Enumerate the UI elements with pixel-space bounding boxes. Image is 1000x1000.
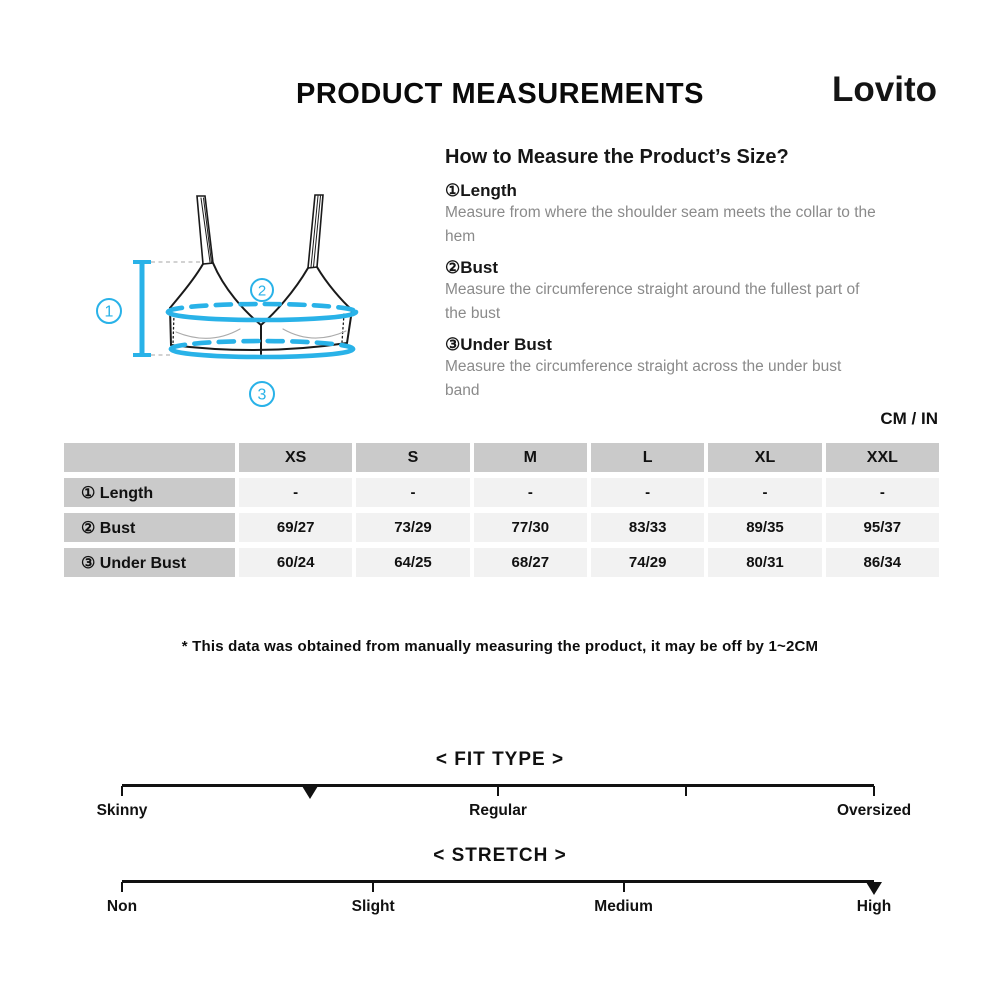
page-title: PRODUCT MEASUREMENTS bbox=[296, 78, 704, 110]
scale-tick bbox=[685, 786, 687, 796]
instructions-heading: How to Measure the Product’s Size? bbox=[445, 146, 789, 168]
instruction-label: ③Under Bust bbox=[445, 335, 552, 354]
units-label: CM / IN bbox=[880, 409, 938, 428]
callout-3 bbox=[250, 382, 274, 406]
table-value: 60/24 bbox=[239, 548, 352, 577]
stretch-scale bbox=[0, 845, 1000, 918]
scale-marker-triangle bbox=[866, 882, 882, 895]
callout-3-number: 3 bbox=[257, 386, 267, 404]
table-row-label-under-bust: ③ Under Bust bbox=[64, 548, 235, 577]
table-value: 74/29 bbox=[591, 548, 704, 577]
scale-label: Regular bbox=[469, 802, 527, 819]
measure-instructions bbox=[445, 146, 925, 403]
measurement-disclaimer: * This data was obtained from manually measuring the product, it may be off by 1~2CM bbox=[181, 638, 819, 655]
table-value: 86/34 bbox=[826, 548, 939, 577]
table-row-label-bust: ② Bust bbox=[64, 513, 235, 542]
instruction-item-length bbox=[445, 181, 925, 249]
table-value: 80/31 bbox=[708, 548, 821, 577]
table-value: 83/33 bbox=[591, 513, 704, 542]
table-value: - bbox=[591, 478, 704, 507]
instruction-description: Measure the circumference straight across the under bust band bbox=[445, 358, 842, 399]
scale-label: Medium bbox=[594, 898, 653, 915]
scale-labels bbox=[96, 802, 912, 822]
scale-tick bbox=[121, 786, 123, 796]
table-col-header-l: L bbox=[591, 443, 704, 472]
table-row-label-length: ① Length bbox=[64, 478, 235, 507]
table-corner-cell bbox=[64, 443, 235, 472]
bra-outline bbox=[170, 195, 352, 354]
instruction-item-bust bbox=[445, 258, 925, 326]
table-col-header-xl: XL bbox=[708, 443, 821, 472]
table-col-header-xs: XS bbox=[239, 443, 352, 472]
scale-label: High bbox=[856, 898, 892, 915]
callout-2-number: 2 bbox=[257, 282, 267, 300]
table-value: - bbox=[356, 478, 469, 507]
scale-track bbox=[122, 784, 874, 797]
table-value: - bbox=[239, 478, 352, 507]
table-col-header-xxl: XXL bbox=[826, 443, 939, 472]
instruction-item-under-bust bbox=[445, 335, 925, 403]
instruction-label: ①Length bbox=[445, 181, 517, 200]
scale-tick bbox=[623, 882, 625, 892]
fit-type-scale bbox=[0, 749, 1000, 822]
table-value: - bbox=[474, 478, 587, 507]
scale-marker-triangle bbox=[302, 786, 318, 799]
size-table bbox=[64, 443, 939, 577]
table-value: 77/30 bbox=[474, 513, 587, 542]
scale-title: < STRETCH > bbox=[433, 845, 567, 866]
scale-label: Oversized bbox=[836, 802, 912, 819]
table-value: 69/27 bbox=[239, 513, 352, 542]
callout-1-number: 1 bbox=[104, 303, 114, 321]
table-value: - bbox=[826, 478, 939, 507]
scale-tick bbox=[497, 786, 499, 796]
scale-label: Slight bbox=[351, 898, 395, 915]
table-value: 73/29 bbox=[356, 513, 469, 542]
instruction-label: ②Bust bbox=[445, 258, 499, 277]
table-col-header-m: M bbox=[474, 443, 587, 472]
table-value: - bbox=[708, 478, 821, 507]
bra-illustration bbox=[70, 140, 450, 430]
scale-tick bbox=[121, 882, 123, 892]
instruction-description: Measure the circumference straight around the fullest part of the bust bbox=[445, 281, 860, 322]
scale-labels bbox=[106, 898, 892, 918]
table-value: 95/37 bbox=[826, 513, 939, 542]
table-value: 64/25 bbox=[356, 548, 469, 577]
bust-measure-line bbox=[168, 304, 356, 320]
scale-title: < FIT TYPE > bbox=[435, 749, 565, 770]
scale-tick bbox=[372, 882, 374, 892]
callout-1 bbox=[97, 299, 121, 323]
table-value: 89/35 bbox=[708, 513, 821, 542]
instruction-description: Measure from where the shoulder seam meets the collar to the hem bbox=[445, 204, 876, 245]
table-col-header-s: S bbox=[356, 443, 469, 472]
scale-label: Skinny bbox=[96, 802, 148, 819]
length-measure-line bbox=[133, 262, 151, 355]
brand-logo: Lovito bbox=[832, 70, 937, 109]
scale-track bbox=[122, 880, 874, 893]
scale-label: Non bbox=[106, 898, 138, 915]
callout-2 bbox=[251, 279, 273, 301]
table-value: 68/27 bbox=[474, 548, 587, 577]
scale-tick bbox=[873, 786, 875, 796]
